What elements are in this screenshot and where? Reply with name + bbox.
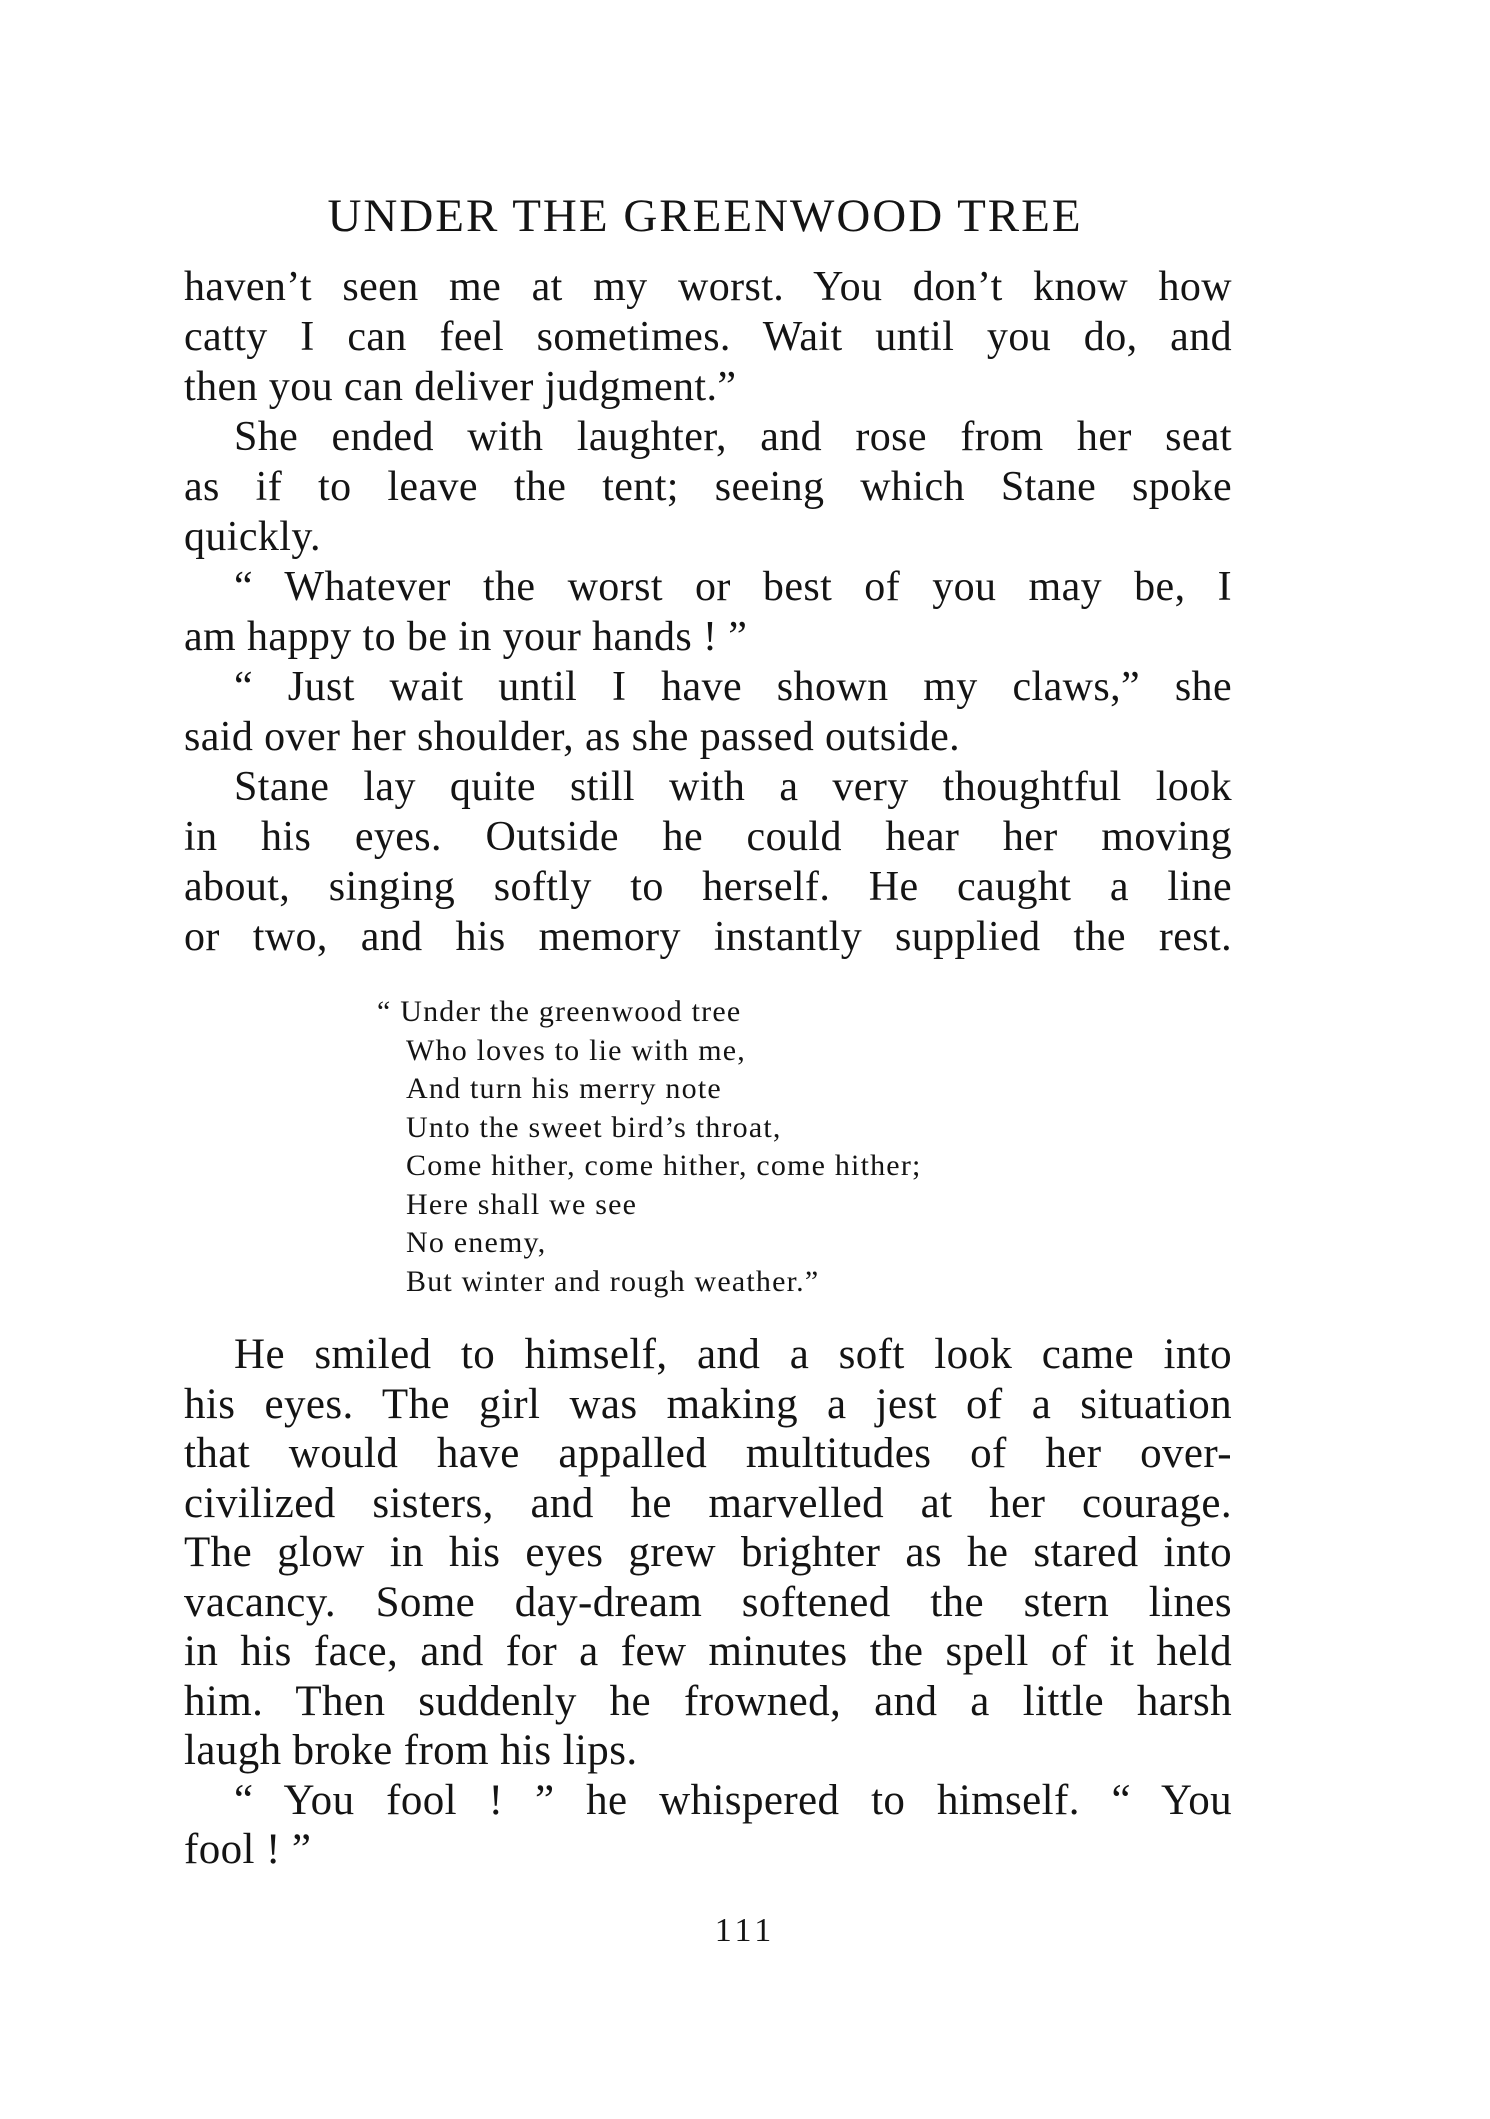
text-line: as if to leave the tent; seeing which Stane spoke <box>184 464 1232 510</box>
poem-line: Come hither, come hither, come hither; <box>406 1149 922 1182</box>
poem-line: Who loves to lie with me, <box>406 1033 746 1067</box>
text-line: him. Then suddenly he frowned, and a little harsh <box>184 1677 1232 1725</box>
text-line: vacancy. Some day-dream softened the stern lines <box>184 1578 1232 1626</box>
text-line: am happy to be in your hands ! ” <box>184 614 748 660</box>
running-title: UNDER THE GREENWOOD TREE <box>327 190 1083 242</box>
text-line: said over her shoulder, as she passed outside. <box>184 714 961 760</box>
text-line: fool ! ” <box>184 1826 312 1873</box>
text-line: “ Whatever the worst or best of you may be, I <box>234 564 1232 610</box>
text-line: “ You fool ! ” he whispered to himself. “ You <box>234 1776 1232 1824</box>
text-line: quickly. <box>184 514 321 560</box>
page-number: 111 <box>714 1912 776 1949</box>
text-line: The glow in his eyes grew brighter as he stared into <box>184 1529 1232 1576</box>
poem-line: “ Under the greenwood tree <box>377 995 742 1028</box>
text-line: or two, and his memory instantly supplied the rest. <box>184 914 1232 960</box>
body-text-lower <box>184 1330 1232 1875</box>
text-line: Stane lay quite still with a very thoughtful look <box>234 764 1232 810</box>
text-line: haven’t seen me at my worst. You don’t know how <box>184 264 1232 310</box>
text-line: in his face, and for a few minutes the spell of it held <box>184 1628 1232 1675</box>
poem-line: Here shall we see <box>406 1187 638 1221</box>
text-line: catty I can feel sometimes. Wait until you do, and <box>184 314 1232 360</box>
poem-verse <box>377 993 1085 1301</box>
text-line: in his eyes. Outside he could hear her moving <box>184 814 1232 860</box>
poem-line: Unto the sweet bird’s throat, <box>406 1110 782 1144</box>
text-line: civilized sisters, and he marvelled at her courage. <box>184 1479 1232 1527</box>
poem-line: No enemy, <box>406 1226 547 1259</box>
text-line: He smiled to himself, and a soft look came into <box>234 1331 1232 1378</box>
text-line: She ended with laughter, and rose from her seat <box>234 414 1232 460</box>
text-line: about, singing softly to herself. He caught a line <box>184 864 1232 910</box>
poem-line: But winter and rough weather.” <box>406 1264 820 1298</box>
poem-line: And turn his merry note <box>406 1072 722 1105</box>
text-line: then you can deliver judgment.” <box>184 364 737 410</box>
text-line: laugh broke from his lips. <box>184 1727 638 1774</box>
text-line: his eyes. The girl was making a jest of a situation <box>184 1380 1232 1428</box>
text-line: “ Just wait until I have shown my claws,” she <box>234 664 1232 710</box>
body-text-upper <box>184 262 1232 962</box>
text-line: that would have appalled multitudes of her over- <box>184 1430 1232 1477</box>
